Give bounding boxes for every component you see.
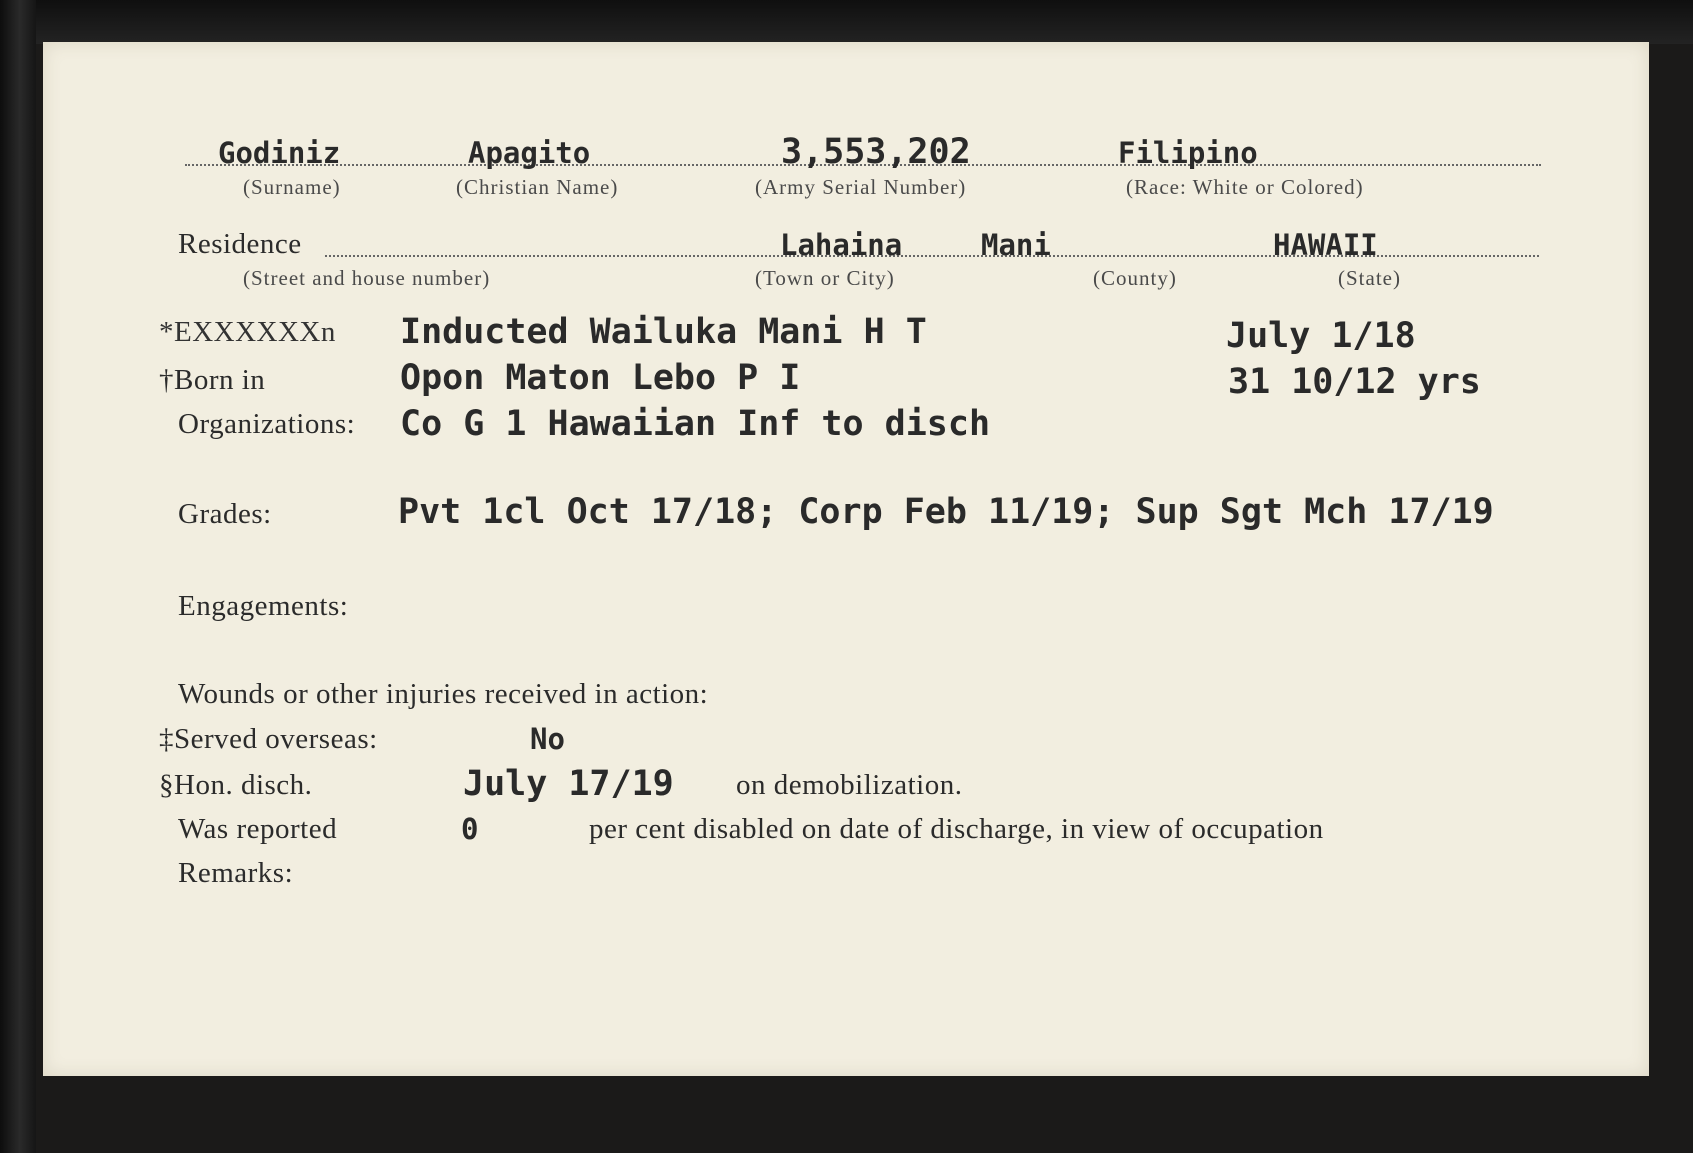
- christian-name-caption: (Christian Name): [456, 175, 619, 199]
- serial-number-value: 3,553,202: [781, 132, 971, 172]
- born-in-label: †Born in: [159, 364, 266, 396]
- state-value: HAWAII: [1273, 228, 1378, 262]
- served-overseas-value: No: [530, 722, 565, 756]
- grades-label: Grades:: [178, 498, 272, 530]
- born-in-value: Opon Maton Lebo P I: [400, 358, 801, 398]
- county-value: Mani: [981, 228, 1051, 262]
- residence-label: Residence: [178, 228, 302, 260]
- christian-name-value: Apagito: [468, 136, 591, 170]
- reported-suffix: per cent disabled on date of discharge, in view of occupation: [589, 813, 1324, 845]
- reported-value: 0: [461, 812, 479, 846]
- organizations-value: Co G 1 Hawaiian Inf to disch: [400, 404, 991, 444]
- age-value: 31 10/12 yrs: [1228, 362, 1481, 402]
- engagements-label: Engagements:: [178, 590, 349, 622]
- town-caption: (Town or City): [755, 266, 895, 290]
- reported-label: Was reported: [178, 813, 338, 845]
- enlisted-value: Inducted Wailuka Mani H T: [400, 312, 927, 352]
- organizations-label: Organizations:: [178, 408, 356, 440]
- town-value: Lahaina: [780, 228, 903, 262]
- surname-value: Godiniz: [218, 136, 341, 170]
- street-caption: (Street and house number): [243, 266, 491, 290]
- binder-edge: [0, 0, 36, 1153]
- enlisted-date: July 1/18: [1226, 316, 1416, 356]
- grades-value: Pvt 1cl Oct 17/18; Corp Feb 11/19; Sup Sgt Mch 17/19: [398, 492, 1494, 532]
- background-top: [0, 0, 1693, 44]
- race-value: Filipino: [1118, 136, 1258, 170]
- surname-caption: (Surname): [243, 175, 341, 199]
- hon-disch-label: §Hon. disch.: [159, 769, 313, 801]
- service-record-card: [43, 42, 1649, 1076]
- state-caption: (State): [1338, 266, 1401, 290]
- serial-number-caption: (Army Serial Number): [755, 175, 967, 199]
- county-caption: (County): [1093, 266, 1177, 290]
- served-overseas-label: ‡Served overseas:: [159, 723, 378, 755]
- hon-disch-suffix: on demobilization.: [736, 769, 963, 801]
- wounds-label: Wounds or other injuries received in action:: [178, 678, 709, 710]
- enlisted-label: *EXXXXXXn: [159, 316, 336, 348]
- remarks-label: Remarks:: [178, 857, 294, 889]
- race-caption: (Race: White or Colored): [1126, 175, 1364, 199]
- hon-disch-date: July 17/19: [463, 764, 674, 804]
